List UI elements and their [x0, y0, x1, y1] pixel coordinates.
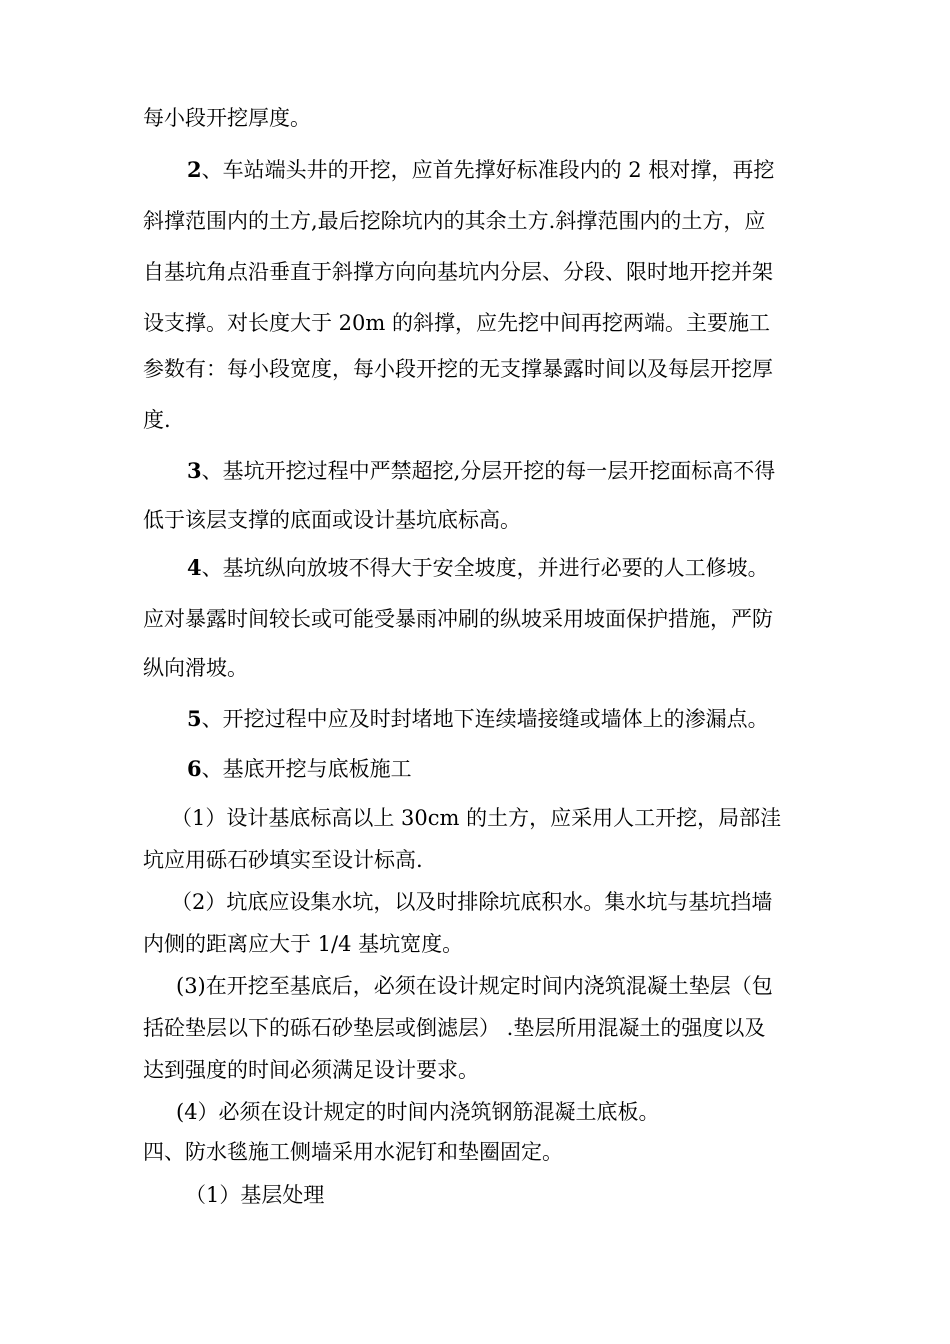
paragraph-line: 达到强度的时间必须满足设计要求。	[143, 1058, 479, 1082]
paragraph-line: 参数有：每小段宽度，每小段开挖的无支撑暴露时间以及每层开挖厚	[143, 357, 773, 381]
paragraph-line: 坑应用砾石砂填实至设计标高.	[143, 848, 423, 872]
item-number: 5	[187, 706, 202, 731]
paragraph-line: (4）必须在设计规定的时间内浇筑钢筋混凝土底板。	[176, 1100, 660, 1124]
paragraph-line: 6、基底开挖与底板施工	[187, 756, 412, 781]
item-number: 2	[187, 157, 202, 182]
item-number: 3	[187, 458, 202, 483]
paragraph-line: (3)在开挖至基底后，必须在设计规定时间内浇筑混凝土垫层（包	[176, 974, 773, 998]
paragraph-line: 纵向滑坡。	[143, 656, 248, 680]
paragraph-line: 内侧的距离应大于 1/4 基坑宽度。	[143, 932, 464, 956]
subsection-heading: （1）基层处理	[185, 1183, 325, 1207]
paragraph-line: 度.	[143, 408, 171, 432]
item-number: 6	[187, 756, 202, 781]
paragraph-line: 3、基坑开挖过程中严禁超挖,分层开挖的每一层开挖面标高不得	[187, 458, 776, 483]
paragraph-line: 2、车站端头井的开挖，应首先撑好标准段内的 2 根对撑，再挖	[187, 157, 775, 182]
paragraph-line: 低于该层支撑的底面或设计基坑底标高。	[143, 508, 521, 532]
paragraph-line: 5、开挖过程中应及时封堵地下连续墙接缝或墙体上的渗漏点。	[187, 706, 769, 731]
paragraph-line: 设支撑。对长度大于 20m 的斜撑，应先挖中间再挖两端。主要施工	[143, 311, 770, 335]
paragraph-line: 括砼垫层以下的砾石砂垫层或倒滤层） .垫层所用混凝土的强度以及	[143, 1016, 766, 1040]
paragraph-line: 4、基坑纵向放坡不得大于安全坡度，并进行必要的人工修坡。	[187, 555, 769, 580]
paragraph-line: （1）设计基底标高以上 30cm 的土方，应采用人工开挖，局部洼	[171, 806, 782, 830]
paragraph-line: 斜撑范围内的土方,最后挖除坑内的其余土方.斜撑范围内的土方，应	[143, 209, 766, 233]
paragraph-line: 应对暴露时间较长或可能受暴雨冲刷的纵坡采用坡面保护措施，严防	[143, 607, 773, 631]
paragraph-line: （2）坑底应设集水坑，以及时排除坑底积水。集水坑与基坑挡墙	[171, 890, 773, 914]
section-heading: 四、防水毯施工侧墙采用水泥钉和垫圈固定。	[143, 1140, 563, 1164]
paragraph-line: 自基坑角点沿垂直于斜撑方向向基坑内分层、分段、限时地开挖并架	[143, 260, 773, 284]
paragraph-line: 每小段开挖厚度。	[143, 106, 311, 130]
item-number: 4	[187, 555, 202, 580]
